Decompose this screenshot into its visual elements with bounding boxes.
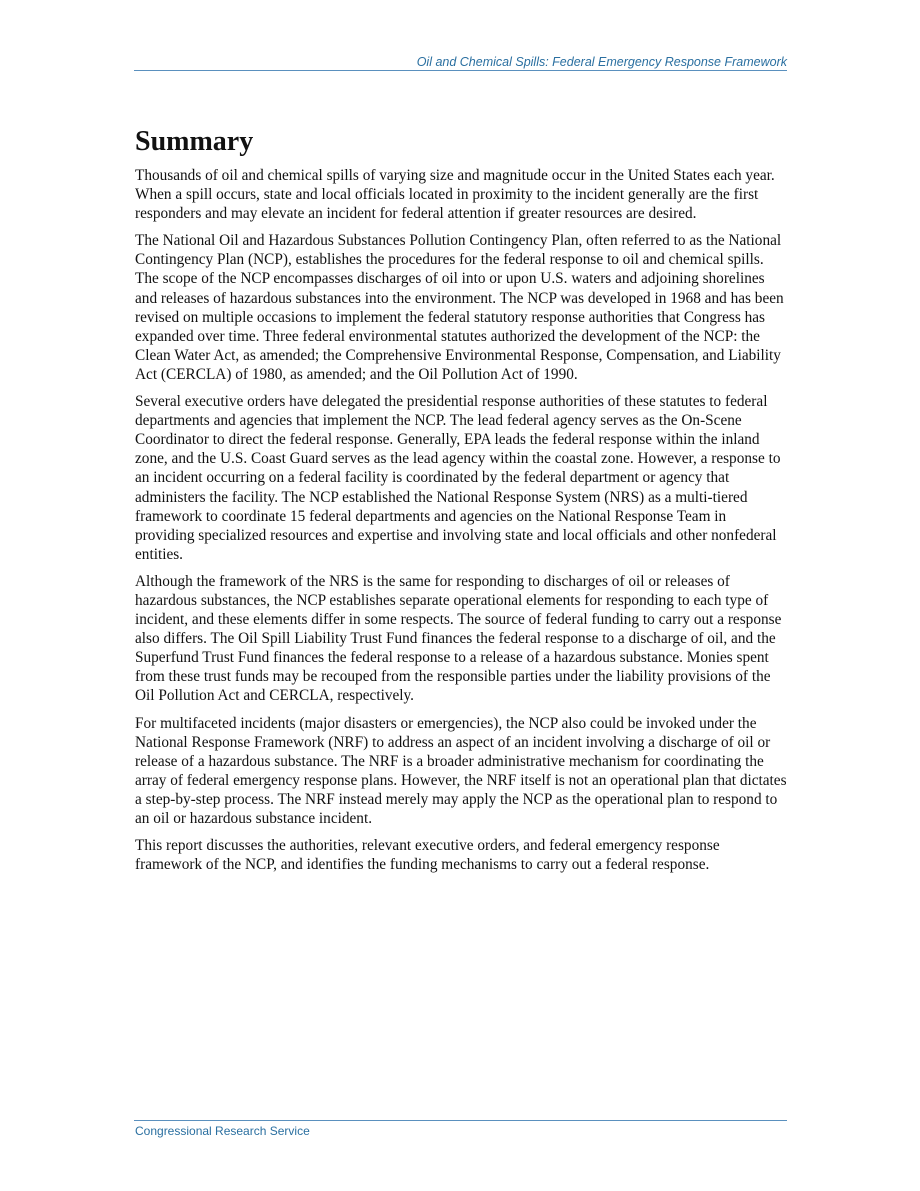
paragraph-1: Thousands of oil and chemical spills of varying size and magnitude occur in the United States each year. When a spill occurs, state and local officials located in proximity to the incident generally are the first responders and may elevate an incident for federal attention if greater resources are desired.: [135, 167, 775, 223]
paragraph-3: Several executive orders have delegated the presidential response authorities of these statutes to federal departments and agencies that implement the NCP. The lead federal agency serves as the On-Scene Coordinator to direct the federal response. Generally, EPA leads the federal response within the inland zone, and the U.S. Coast Guard serves as the lead agency within the coastal zone. However, a response to an incident occurring on a federal facility is coordinated by the federal department or agency that administers the facility. The NCP established the National Response System (NRS) as a multi-tiered framework to coordinate 15 federal departments and agencies on the National Response Team in providing specialized resources and expertise and involving state and local officials and other nonfederal entities.: [135, 393, 781, 563]
footer-divider: [134, 1120, 787, 1121]
header-divider: [134, 70, 787, 71]
paragraph-6: This report discusses the authorities, relevant executive orders, and federal emergency response framework of the NCP, and identifies the funding mechanisms to carry out a federal response.: [135, 837, 720, 874]
running-header-title: Oil and Chemical Spills: Federal Emergency Response Framework: [416, 55, 787, 69]
page-title: Summary: [135, 126, 254, 157]
paragraph-2: The National Oil and Hazardous Substances Pollution Contingency Plan, often referred to as the National Contingency Plan (NCP), establishes the procedures for the federal response to oil and chemical spills. The scope of the NCP encompasses discharges of oil into or upon U.S. waters and adjoining shorelines and releases of hazardous substances into the environment. The NCP was developed in 1968 and has been revised on multiple occasions to implement the federal statutory response authorities that Congress has expanded over time. Three federal environmental statutes authorized the development of the NCP: the Clean Water Act, as amended; the Comprehensive Environmental Response, Compensation, and Liability Act (CERCLA) of 1980, as amended; and the Oil Pollution Act of 1990.: [135, 232, 784, 383]
paragraph-4: Although the framework of the NRS is the same for responding to discharges of oil or releases of hazardous substances, the NCP establishes separate operational elements for responding to each type of incident, and these elements differ in some respects. The source of federal funding to carry out a response also differs. The Oil Spill Liability Trust Fund finances the federal response to a discharge of oil, and the Superfund Trust Fund finances the federal response to a release of a hazardous substance. Monies spent from these trust funds may be recouped from the responsible parties under the liability provisions of the Oil Pollution Act and CERCLA, respectively.: [135, 572, 782, 705]
page-content: [135, 124, 787, 882]
footer-organization: Congressional Research Service: [135, 1124, 310, 1138]
paragraph-5: For multifaceted incidents (major disasters or emergencies), the NCP also could be invoked under the National Response Framework (NRF) to address an aspect of an incident involving a discharge of oil or release of a hazardous substance. The NRF is a broader administrative mechanism for coordinating the array of federal emergency response plans. However, the NRF itself is not an operational plan that dictates a step-by-step process. The NRF instead merely may apply the NCP as the operational plan to respond to an oil or hazardous substance incident.: [135, 714, 787, 827]
